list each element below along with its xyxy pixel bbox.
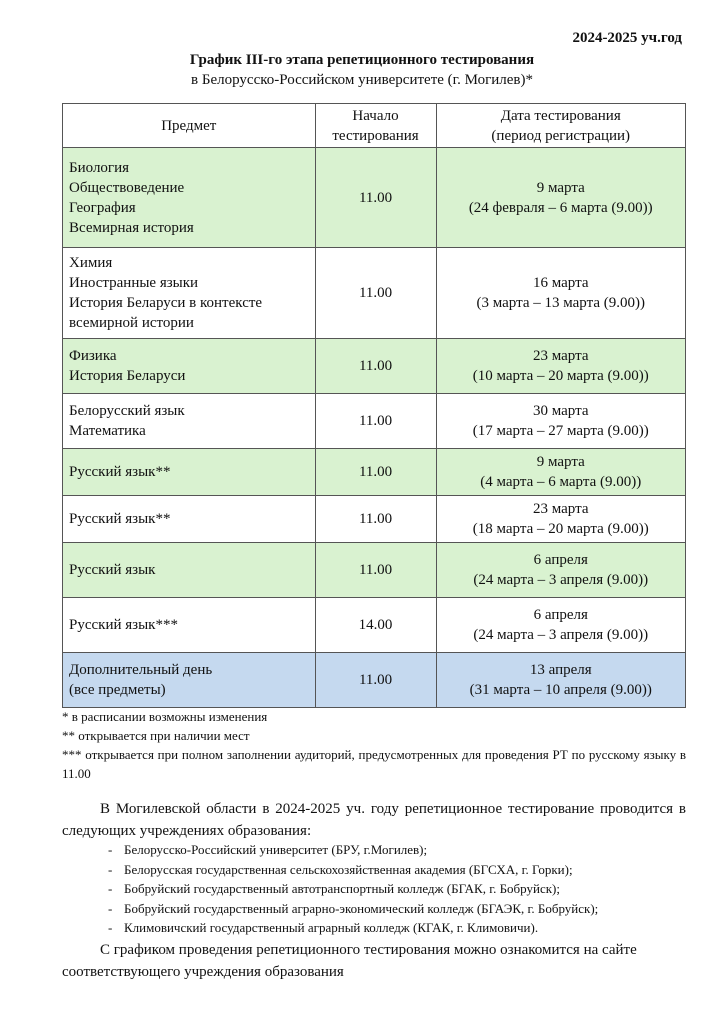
subject-cell bbox=[63, 653, 316, 708]
subject-name: Белорусский язык bbox=[69, 403, 185, 419]
header-date bbox=[436, 104, 686, 148]
subject-name: Всемирная история bbox=[69, 219, 194, 236]
header-date-line: (период регистрации) bbox=[491, 127, 631, 144]
table-row bbox=[63, 598, 686, 653]
list-item: - Белорусская государственная сельскохозяйственная академия (БГСХА, г. Горки); bbox=[108, 860, 698, 880]
test-date: 23 марта bbox=[533, 348, 589, 364]
header-start-line: Начало bbox=[352, 107, 399, 124]
test-date: 9 марта bbox=[536, 179, 585, 196]
registration-period: (31 марта – 10 апреля (9.00)) bbox=[469, 682, 652, 698]
subject-name: Иностранные языки bbox=[69, 275, 199, 291]
closing-paragraph: С графиком проведения репетиционного тестирования можно ознакомится на сайте соответствующего учреждения образования bbox=[62, 942, 637, 980]
table-row bbox=[63, 394, 686, 449]
date-cell bbox=[436, 496, 686, 543]
date-cell bbox=[436, 543, 686, 598]
list-item: - Бобруйский государственный автотранспортный колледж (БГАК, г. Бобруйск); bbox=[108, 879, 698, 899]
date-cell bbox=[436, 394, 686, 449]
document-subtitle: в Белорусско-Российском университете (г. Могилев)* bbox=[191, 72, 533, 88]
table-row bbox=[63, 653, 686, 708]
list-item: - Бобруйский государственный аграрно-экономический колледж (БГАЭК, г. Бобруйск); bbox=[108, 899, 698, 919]
subject-cell bbox=[63, 394, 316, 449]
subject-cell bbox=[63, 496, 316, 543]
registration-period: (18 марта – 20 марта (9.00)) bbox=[472, 521, 649, 537]
test-date: 9 марта bbox=[536, 454, 585, 470]
subject-cell bbox=[63, 449, 316, 496]
registration-period: (4 марта – 6 марта (9.00)) bbox=[480, 474, 642, 490]
subject-cell bbox=[63, 148, 316, 248]
subject-name: История Беларуси в контексте bbox=[69, 295, 263, 311]
intro-paragraph: В Могилевской области в 2024-2025 уч. году репетиционное тестирование проводится в следующих учреждениях образования: bbox=[62, 801, 686, 839]
subject-name: География bbox=[69, 199, 136, 216]
start-time-cell: 11.00 bbox=[315, 339, 436, 394]
subject-name: Русский язык** bbox=[69, 464, 171, 480]
header-subject: Предмет bbox=[63, 104, 316, 148]
registration-period: (17 марта – 27 марта (9.00)) bbox=[472, 423, 649, 439]
subject-cell bbox=[63, 248, 316, 339]
list-item: - Климовичский государственный аграрный колледж (КГАК, г. Климовичи). bbox=[108, 918, 698, 938]
test-date: 30 марта bbox=[533, 403, 589, 419]
date-cell bbox=[436, 339, 686, 394]
date-cell bbox=[436, 148, 686, 248]
start-time-cell: 11.00 bbox=[315, 449, 436, 496]
start-time-cell: 14.00 bbox=[315, 598, 436, 653]
table-row bbox=[63, 496, 686, 543]
footnote: *** открывается при полном заполнении аудиторий, предусмотренных для проведения РТ по русскому языку в 11.00 bbox=[62, 747, 686, 781]
table-header-row bbox=[63, 104, 686, 148]
registration-period: (24 марта – 3 апреля (9.00)) bbox=[473, 627, 649, 643]
subject-name: Русский язык*** bbox=[69, 617, 178, 633]
registration-period: (24 марта – 3 апреля (9.00)) bbox=[473, 572, 649, 588]
table-row bbox=[63, 248, 686, 339]
table-row bbox=[63, 339, 686, 394]
test-date: 6 апреля bbox=[533, 607, 588, 623]
footnotes bbox=[62, 707, 686, 783]
subject-cell bbox=[63, 598, 316, 653]
header-start-line: тестирования bbox=[332, 127, 419, 144]
start-time-cell: 11.00 bbox=[315, 543, 436, 598]
test-date: 16 марта bbox=[533, 275, 589, 291]
registration-period: (24 февраля – 6 марта (9.00)) bbox=[468, 199, 653, 216]
date-cell bbox=[436, 598, 686, 653]
test-date: 23 марта bbox=[533, 501, 589, 517]
registration-period: (10 марта – 20 марта (9.00)) bbox=[472, 368, 649, 384]
date-cell bbox=[436, 248, 686, 339]
subject-name: Математика bbox=[69, 423, 146, 439]
registration-period: (3 марта – 13 марта (9.00)) bbox=[476, 295, 645, 311]
list-item: - Белорусско-Российский университет (БРУ, г.Могилев); bbox=[108, 840, 698, 860]
date-cell bbox=[436, 653, 686, 708]
subject-name: Физика bbox=[69, 348, 117, 364]
test-date: 6 апреля bbox=[533, 552, 588, 568]
subject-name: Русский язык** bbox=[69, 511, 171, 527]
test-date: 13 апреля bbox=[529, 662, 592, 678]
subject-name: всемирной истории bbox=[69, 315, 194, 331]
subject-name: История Беларуси bbox=[69, 368, 186, 384]
subject-cell bbox=[63, 339, 316, 394]
start-time-cell: 11.00 bbox=[315, 148, 436, 248]
institution-list bbox=[108, 840, 698, 938]
schedule-table bbox=[62, 103, 686, 708]
header-date-line: Дата тестирования bbox=[500, 107, 621, 124]
table-row bbox=[63, 543, 686, 598]
subject-name: Обществоведение bbox=[69, 179, 185, 196]
academic-year: 2024-2025 уч.год bbox=[572, 30, 682, 46]
date-cell bbox=[436, 449, 686, 496]
subject-name: Химия bbox=[69, 255, 113, 271]
table-row bbox=[63, 148, 686, 248]
subject-name: (все предметы) bbox=[69, 682, 166, 698]
header-start bbox=[315, 104, 436, 148]
document-title: График III-го этапа репетиционного тестирования bbox=[189, 52, 535, 68]
footnote: * в расписании возможны изменения bbox=[62, 709, 268, 724]
subject-cell bbox=[63, 543, 316, 598]
subject-name: Дополнительный день bbox=[69, 662, 213, 678]
start-time-cell: 11.00 bbox=[315, 248, 436, 339]
start-time-cell: 11.00 bbox=[315, 653, 436, 708]
start-time-cell: 11.00 bbox=[315, 496, 436, 543]
subject-name: Биология bbox=[69, 159, 130, 176]
footnote: ** открывается при наличии мест bbox=[62, 728, 250, 743]
table-row bbox=[63, 449, 686, 496]
start-time-cell: 11.00 bbox=[315, 394, 436, 449]
subject-name: Русский язык bbox=[69, 562, 156, 578]
